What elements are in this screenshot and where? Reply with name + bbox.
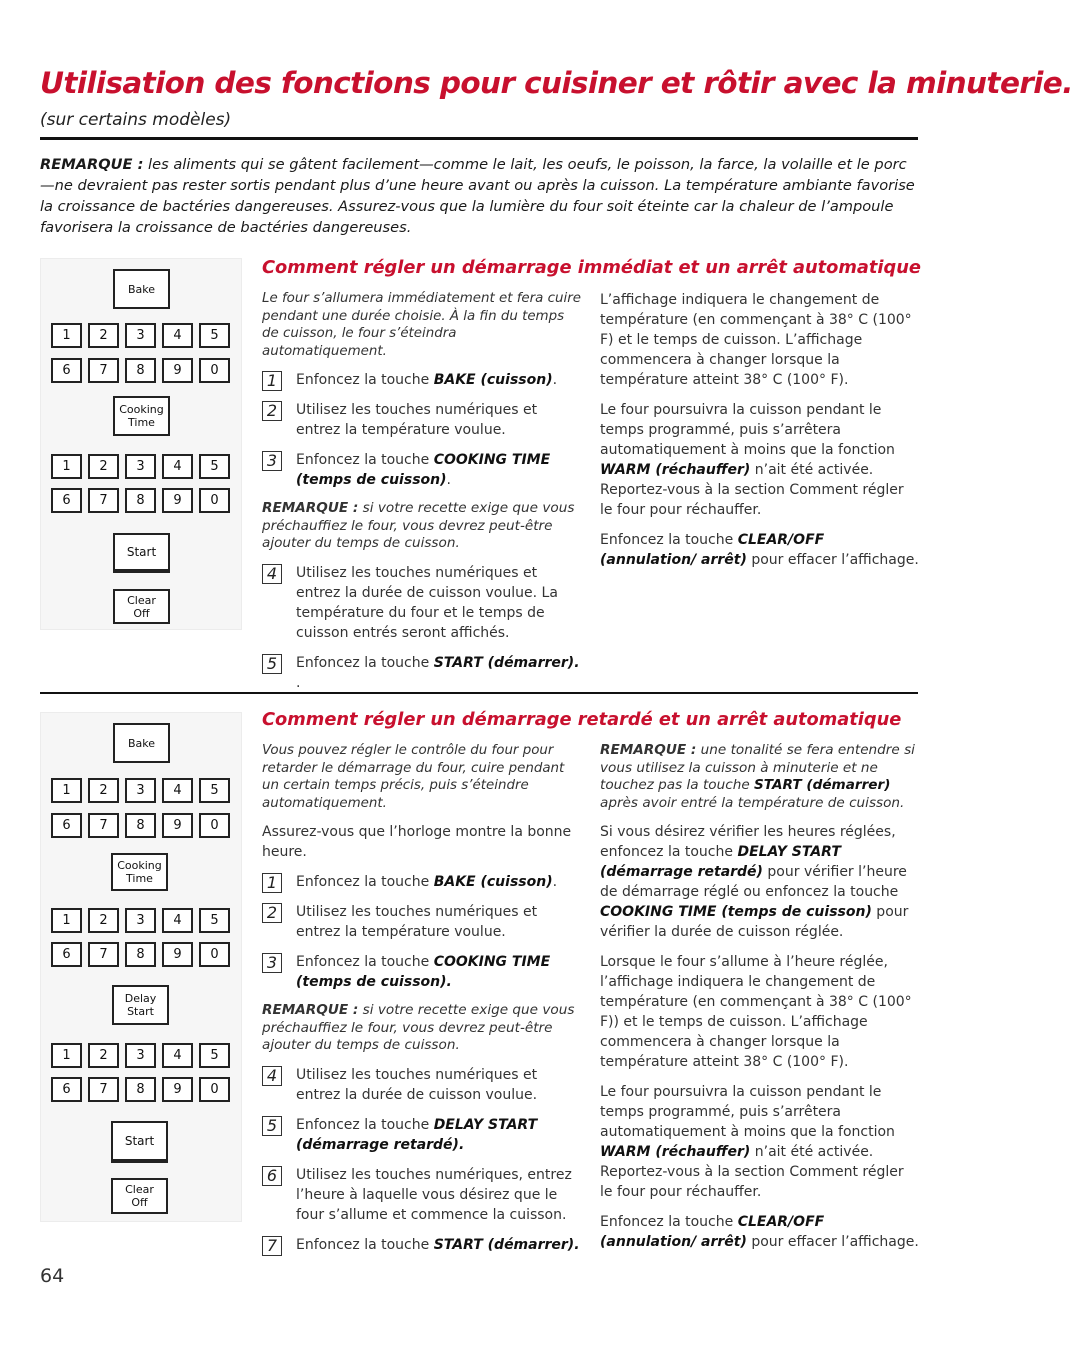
section2-step-7 bbox=[262, 1235, 582, 1255]
key-clear-off bbox=[113, 589, 170, 624]
remark-text: si votre recette exige que vous préchauffiez le four, vous devrez peut-être ajouter du temps de cuisson. bbox=[262, 1002, 575, 1053]
text: Le four poursuivra la cuisson pendant le temps programmé, puis s’arrêtera automatiquement à moins que la fonction bbox=[600, 1084, 895, 1140]
key-reference: DELAY START (démarrage retardé) bbox=[600, 844, 841, 880]
section1-instructions-column bbox=[262, 290, 582, 703]
keypad-illustration-delayed bbox=[40, 712, 242, 1222]
key-reference: COOKING TIME (temps de cuisson) bbox=[600, 904, 872, 920]
section2-info-column bbox=[600, 742, 920, 1262]
key-cooking-label: Cooking bbox=[119, 403, 164, 416]
section2-step-5 bbox=[262, 1115, 582, 1155]
key-digit-9: 9 bbox=[162, 1077, 193, 1102]
key-reference: DELAY START (démarrage retardé). bbox=[296, 1116, 538, 1153]
key-digit-3: 3 bbox=[125, 1043, 156, 1068]
key-digit-4: 4 bbox=[162, 323, 193, 348]
key-bake bbox=[113, 269, 170, 309]
key-digit-7: 7 bbox=[88, 488, 119, 513]
key-digit-9: 9 bbox=[162, 358, 193, 383]
step-text: Utilisez les touches numériques et entrez la température voulue. bbox=[296, 904, 538, 940]
section1-remark bbox=[262, 500, 582, 553]
text: n’ait été activée. Reportez-vous à la section Comment régler le four pour réchauffer. bbox=[600, 462, 904, 518]
key-digit-6: 6 bbox=[51, 488, 82, 513]
text: Enfoncez la touche bbox=[600, 1214, 738, 1230]
step-number: 3 bbox=[262, 451, 282, 471]
page-subtitle: (sur certains modèles) bbox=[40, 110, 232, 130]
section1-warm-info bbox=[600, 400, 920, 520]
section2-step-6 bbox=[262, 1165, 582, 1225]
key-digit-2: 2 bbox=[88, 1043, 119, 1068]
step-number: 4 bbox=[262, 1066, 282, 1086]
key-reference: CLEAR/OFF (annulation/ arrêt) bbox=[600, 1214, 825, 1250]
section2-clock-note: Assurez-vous que l’horloge montre la bonne heure. bbox=[262, 824, 572, 860]
key-digit-2: 2 bbox=[88, 778, 119, 803]
key-time-label: Time bbox=[128, 416, 155, 429]
section2-step-2 bbox=[262, 902, 582, 942]
step-number: 1 bbox=[262, 873, 282, 893]
header-divider bbox=[40, 137, 918, 140]
step-text: Utilisez les touches numériques et entrez la durée de cuisson voulue. bbox=[296, 1066, 538, 1103]
key-digit-9: 9 bbox=[162, 942, 193, 967]
section-heading-immediate-start: Comment régler un démarrage immédiat et un arrêt automatique bbox=[262, 257, 921, 278]
section1-step-1 bbox=[262, 370, 582, 390]
key-start-label: Start bbox=[127, 1005, 154, 1018]
section2-remark bbox=[262, 1002, 582, 1055]
section2-display-info: Lorsque le four s’allume à l’heure réglée, l’affichage indiquera le changement de température (en commençant à 38° C (100° F)) et le temps de cuisson. L’affichage commencera à changer lorsque la température atteint 38° C (100° F). bbox=[600, 954, 912, 1070]
keypad-illustration-immediate bbox=[40, 258, 242, 630]
key-digit-7: 7 bbox=[88, 942, 119, 967]
key-start: Start bbox=[113, 533, 170, 573]
key-digit-3: 3 bbox=[125, 323, 156, 348]
section2-check-times-info bbox=[600, 822, 920, 942]
key-reference: COOKING TIME (temps de cuisson) bbox=[296, 452, 551, 488]
key-cooking-time bbox=[113, 396, 170, 436]
key-reference: WARM (réchauffer) bbox=[600, 1144, 751, 1160]
key-reference: START (démarrer). bbox=[433, 654, 580, 671]
key-digit-2: 2 bbox=[88, 323, 119, 348]
key-digit-6: 6 bbox=[51, 1077, 82, 1102]
section1-info-column bbox=[600, 290, 920, 580]
remark-label: REMARQUE : bbox=[600, 742, 697, 758]
text: Le four poursuivra la cuisson pendant le temps programmé, puis s’arrêtera automatiquement à moins que la fonction bbox=[600, 402, 895, 458]
key-digit-9: 9 bbox=[162, 488, 193, 513]
top-remark-text: les aliments qui se gâtent facilement—comme le lait, les oeufs, le poisson, la farce, la volaille et le porc—ne devraient pas rester sortis pendant plus d’une heure avant ou après la cuisson. La température ambiante favorise la croissance de bactéries dangereuses. Assurez-vous que la lumière du four soit éteinte car la chaleur de l’ampoule favorisera la croissance de bactéries dangereuses. bbox=[40, 156, 915, 236]
section2-warm-info bbox=[600, 1082, 920, 1202]
key-digit-8: 8 bbox=[125, 488, 156, 513]
key-digit-0: 0 bbox=[199, 1077, 230, 1102]
key-digit-0: 0 bbox=[199, 942, 230, 967]
remark-label: REMARQUE : bbox=[262, 1002, 359, 1018]
section2-step-4 bbox=[262, 1065, 582, 1105]
text: n’ait été activée. Reportez-vous à la section Comment régler le four pour réchauffer. bbox=[600, 1144, 904, 1200]
step-number: 3 bbox=[262, 953, 282, 973]
section2-clear-info bbox=[600, 1212, 920, 1252]
key-digit-0: 0 bbox=[199, 813, 230, 838]
key-digit-1: 1 bbox=[51, 323, 82, 348]
text: Si vous désirez vérifier les heures réglées, enfoncez la touche bbox=[600, 824, 896, 860]
key-digit-6: 6 bbox=[51, 813, 82, 838]
section2-tone-remark bbox=[600, 742, 920, 812]
key-digit-9: 9 bbox=[162, 813, 193, 838]
step-text: Enfoncez la touche bbox=[296, 954, 434, 970]
key-reference: START (démarrer). bbox=[433, 1236, 580, 1253]
step-text-end: . bbox=[552, 874, 558, 890]
step-text-end: . bbox=[552, 372, 558, 388]
top-remark-label: REMARQUE : bbox=[40, 156, 144, 173]
text: pour vérifier l’heure de démarrage réglé ou enfoncez la touche bbox=[600, 864, 907, 900]
key-digit-0: 0 bbox=[199, 358, 230, 383]
step-number: 2 bbox=[262, 401, 282, 421]
key-bake-label: Bake bbox=[127, 282, 156, 296]
key-reference: START (démarrer) bbox=[754, 777, 891, 793]
key-off-label: Off bbox=[133, 606, 150, 620]
section1-intro: Le four s’allumera immédiatement et fera cuire pendant une durée choisie. À la fin du temps de cuisson, le four s’éteindra automatiquement. bbox=[262, 291, 581, 359]
key-digit-3: 3 bbox=[125, 778, 156, 803]
remark-text: après avoir entré la température de cuisson. bbox=[600, 794, 905, 811]
section1-step-5 bbox=[262, 653, 582, 693]
key-digit-4: 4 bbox=[162, 1043, 193, 1068]
key-reference: BAKE (cuisson) bbox=[433, 372, 553, 388]
key-reference: WARM (réchauffer) bbox=[600, 462, 751, 478]
key-digit-8: 8 bbox=[125, 942, 156, 967]
key-digit-1: 1 bbox=[51, 454, 82, 479]
section-divider bbox=[40, 692, 918, 694]
step-number: 1 bbox=[262, 371, 282, 391]
key-delay-start bbox=[112, 985, 169, 1025]
key-digit-7: 7 bbox=[88, 813, 119, 838]
key-digit-8: 8 bbox=[125, 358, 156, 383]
step-number: 5 bbox=[262, 1116, 282, 1136]
key-digit-4: 4 bbox=[162, 778, 193, 803]
step-number: 4 bbox=[262, 564, 282, 584]
section1-clear-info bbox=[600, 530, 920, 570]
step-text: Enfoncez la touche bbox=[296, 1236, 434, 1253]
step-text: Utilisez les touches numériques, entrez l’heure à laquelle vous désirez que le four s’allume et commence la cuisson. bbox=[296, 1166, 572, 1223]
step-text: Enfoncez la touche bbox=[296, 452, 434, 468]
key-reference: BAKE (cuisson) bbox=[433, 874, 553, 890]
step-number: 6 bbox=[262, 1166, 282, 1186]
text: Enfoncez la touche bbox=[600, 532, 738, 548]
key-digit-6: 6 bbox=[51, 358, 82, 383]
key-clear-label: Clear bbox=[127, 593, 156, 607]
step-text-end: . bbox=[446, 472, 451, 488]
key-digit-4: 4 bbox=[162, 908, 193, 933]
key-digit-6: 6 bbox=[51, 942, 82, 967]
key-cooking-time bbox=[111, 853, 168, 891]
section2-step-3 bbox=[262, 952, 582, 992]
step-text: Utilisez les touches numériques et entrez la température voulue. bbox=[296, 402, 538, 438]
key-digit-3: 3 bbox=[125, 454, 156, 479]
step-number: 2 bbox=[262, 903, 282, 923]
key-time-label: Time bbox=[126, 872, 153, 885]
key-cooking-label: Cooking bbox=[117, 859, 162, 872]
key-digit-5: 5 bbox=[199, 908, 230, 933]
section1-step-2 bbox=[262, 400, 582, 440]
key-digit-1: 1 bbox=[51, 1043, 82, 1068]
key-digit-7: 7 bbox=[88, 1077, 119, 1102]
text: pour vérifier la durée de cuisson réglée. bbox=[600, 904, 909, 940]
step-text: Enfoncez la touche bbox=[296, 372, 434, 388]
key-reference: COOKING TIME (temps de cuisson). bbox=[296, 954, 551, 990]
step-text: Enfoncez la touche bbox=[296, 874, 434, 890]
key-digit-1: 1 bbox=[51, 778, 82, 803]
section-heading-delayed-start: Comment régler un démarrage retardé et un arrêt automatique bbox=[262, 709, 902, 730]
section1-step-3 bbox=[262, 450, 582, 490]
key-digit-0: 0 bbox=[199, 488, 230, 513]
section2-step-1 bbox=[262, 872, 582, 892]
step-text: Enfoncez la touche bbox=[296, 654, 434, 671]
section1-step-4 bbox=[262, 563, 582, 643]
key-off-label: Off bbox=[131, 1196, 148, 1209]
key-bake bbox=[113, 723, 170, 763]
remark-text: si votre recette exige que vous préchauffiez le four, vous devrez peut-être ajouter du temps de cuisson. bbox=[262, 500, 575, 551]
remark-label: REMARQUE : bbox=[262, 500, 359, 516]
section2-instructions-column bbox=[262, 742, 582, 1265]
key-digit-5: 5 bbox=[199, 454, 230, 479]
remark-text: une tonalité se fera entendre si vous utilisez la cuisson à minuterie et ne touchez pas la touche bbox=[600, 742, 915, 793]
key-digit-5: 5 bbox=[199, 1043, 230, 1068]
key-digit-2: 2 bbox=[88, 908, 119, 933]
step-number: 7 bbox=[262, 1236, 282, 1256]
key-digit-8: 8 bbox=[125, 1077, 156, 1102]
key-digit-7: 7 bbox=[88, 358, 119, 383]
key-clear-label: Clear bbox=[125, 1183, 154, 1196]
step-text-end: . bbox=[296, 674, 301, 691]
key-digit-3: 3 bbox=[125, 908, 156, 933]
key-start: Start bbox=[111, 1121, 168, 1163]
key-clear-off bbox=[111, 1178, 168, 1214]
top-remark bbox=[40, 154, 920, 238]
key-digit-2: 2 bbox=[88, 454, 119, 479]
step-text: Enfoncez la touche bbox=[296, 1116, 434, 1133]
key-delay-label: Delay bbox=[124, 992, 157, 1005]
page-number: 64 bbox=[40, 1265, 65, 1287]
step-number: 5 bbox=[262, 654, 282, 674]
section2-intro: Vous pouvez régler le contrôle du four pour retarder le démarrage du four, cuire pendant un certain temps précis, puis s’éteindre automatiquement. bbox=[262, 743, 565, 811]
section1-display-info: L’affichage indiquera le changement de température (en commençant à 38° C (100° F) et le temps de cuisson. L’affichage commencera à changer lorsque la température atteint 38° C (100° F). bbox=[600, 292, 912, 388]
page-title: Utilisation des fonctions pour cuisiner et rôtir avec la minuterie. bbox=[40, 66, 1073, 100]
step-text: Utilisez les touches numériques et entrez la durée de cuisson voulue. La température du four et le temps de cuisson entrés seront affichés. bbox=[296, 564, 558, 641]
key-bake-label: Bake bbox=[127, 736, 156, 750]
text: pour effacer l’affichage. bbox=[746, 552, 919, 568]
key-digit-4: 4 bbox=[162, 454, 193, 479]
text: pour effacer l’affichage. bbox=[746, 1234, 919, 1250]
key-digit-8: 8 bbox=[125, 813, 156, 838]
key-reference: CLEAR/OFF (annulation/ arrêt) bbox=[600, 532, 825, 568]
key-digit-1: 1 bbox=[51, 908, 82, 933]
key-digit-5: 5 bbox=[199, 778, 230, 803]
key-digit-5: 5 bbox=[199, 323, 230, 348]
